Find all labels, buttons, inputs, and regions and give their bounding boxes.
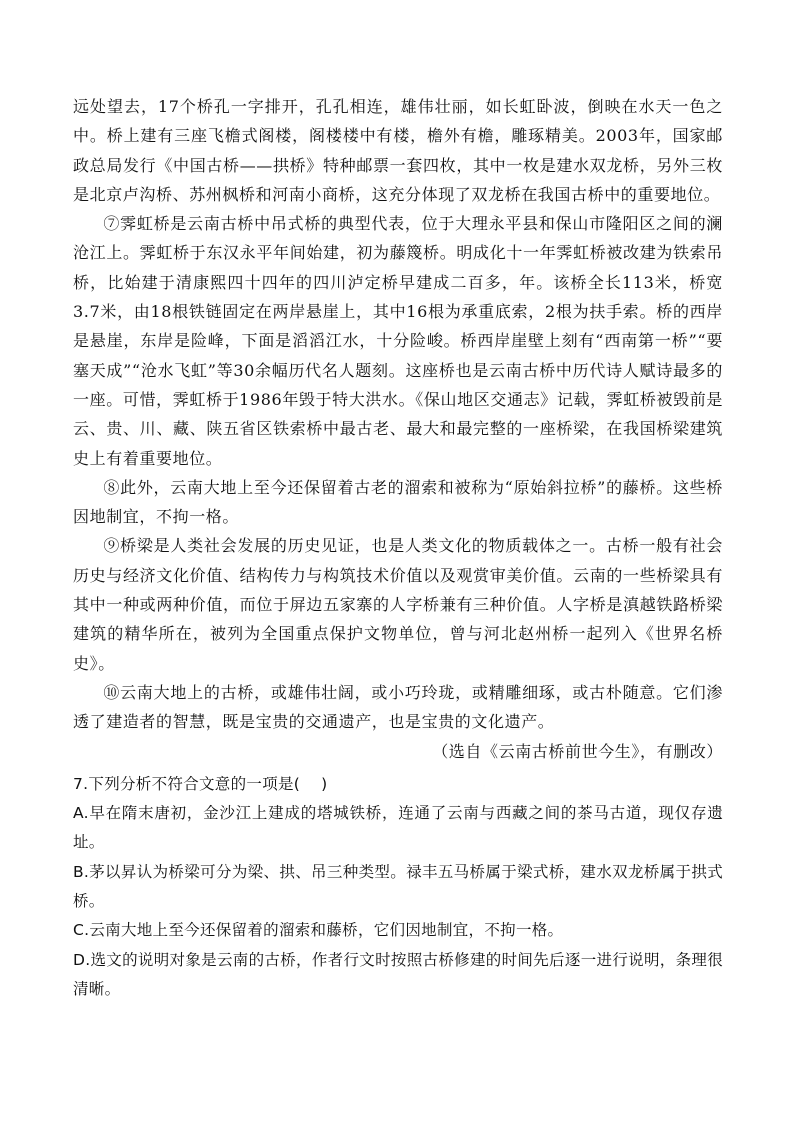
article-paragraph-7: ⑦霁虹桥是云南古桥中吊式桥的典型代表，位于大理永平县和保山市隆阳区之间的澜沧江上。霁虹桥于东汉永平年间始建，初为藤篾桥。明成化十一年霁虹桥被改建为铁索吊桥，比始建于清康熙四十四年的四川泸定桥早建成二百多，年。该桥全长113米，桥宽3.7米，由18根铁链固定在两岸悬崖上，其中16根为承重底索，2根为扶手索。桥的西岸是悬崖，东岸是险峰，下面是滔滔江水，十分险峻。桥西岸崖壁上刻有“西南第一桥”“要塞天成”“沧水飞虹”等30余幅历代名人题刻。这座桥也是云南古桥中历代诗人赋诗最多的一座。可惜，霁虹桥于1986年毁于特大洪水。《保山地区交通志》记载，霁虹桥被毁前是云、贵、川、藏、陕五省区铁索桥中最古老、最大和最完整的一座桥梁，在我国桥梁建筑史上有着重要地位。 xyxy=(73,214,723,468)
article-paragraph-9: ⑨桥梁是人类社会发展的历史见证，也是人类文化的物质载体之一。古桥一般有社会历史与经济文化价值、结构传力与构筑技术价值以及观赏审美价值。云南的一些桥梁具有其中一种或两种价值，而位于屏边五家寨的人字桥兼有三种价值。人字桥是滇越铁路桥梁建筑的精华所在，被列为全国重点保护文物单位，曾与河北赵州桥一起列入《世界名桥史》。 xyxy=(73,536,723,673)
document-page xyxy=(73,92,723,1004)
option-c: C.云南大地上至今还保留着的溜索和藤桥，它们因地制宜，不拘一格。 xyxy=(73,921,564,940)
article-body xyxy=(73,92,723,766)
article-paragraph-continued: 远处望去，17个桥孔一字排开，孔孔相连，雄伟壮丽，如长虹卧波，倒映在水天一色之中。桥上建有三座飞檐式阁楼，阁楼楼中有楼，檐外有檐，雕琢精美。2003年，国家邮政总局发行《中国古桥——拱桥》特种邮票一套四枚，其中一枚是建水双龙桥，另外三枚是北京卢沟桥、苏州枫桥和河南小商桥，这充分体现了双龙桥在我国古桥中的重要地位。 xyxy=(73,97,723,204)
article-source: （选自《云南古桥前世今生》，有删改） xyxy=(432,741,723,761)
option-b: B.茅以昇认为桥梁可分为梁、拱、吊三种类型。禄丰五马桥属于梁式桥，建水双龙桥属于拱式桥。 xyxy=(73,862,723,911)
question-block xyxy=(73,770,723,1004)
article-paragraph-10: ⑩云南大地上的古桥，或雄伟壮阔，或小巧玲珑，或精雕细琢，或古朴随意。它们渗透了建造者的智慧，既是宝贵的交通遗产，也是宝贵的文化遗产。 xyxy=(73,682,723,732)
option-d: D.选文的说明对象是云南的古桥，作者行文时按照古桥修建的时间先后逐一进行说明，条理很清晰。 xyxy=(73,950,723,998)
question-stem: 7.下列分析不符合文意的一项是( ) xyxy=(73,774,328,793)
article-paragraph-8: ⑧此外，云南大地上至今还保留着古老的溜索和被称为“原始斜拉桥”的藤桥。这些桥因地制宜，不拘一格。 xyxy=(73,477,723,527)
option-a: A.早在隋末唐初，金沙江上建成的塔城铁桥，连通了云南与西藏之间的茶马古道，现仅存遗址。 xyxy=(73,804,723,852)
